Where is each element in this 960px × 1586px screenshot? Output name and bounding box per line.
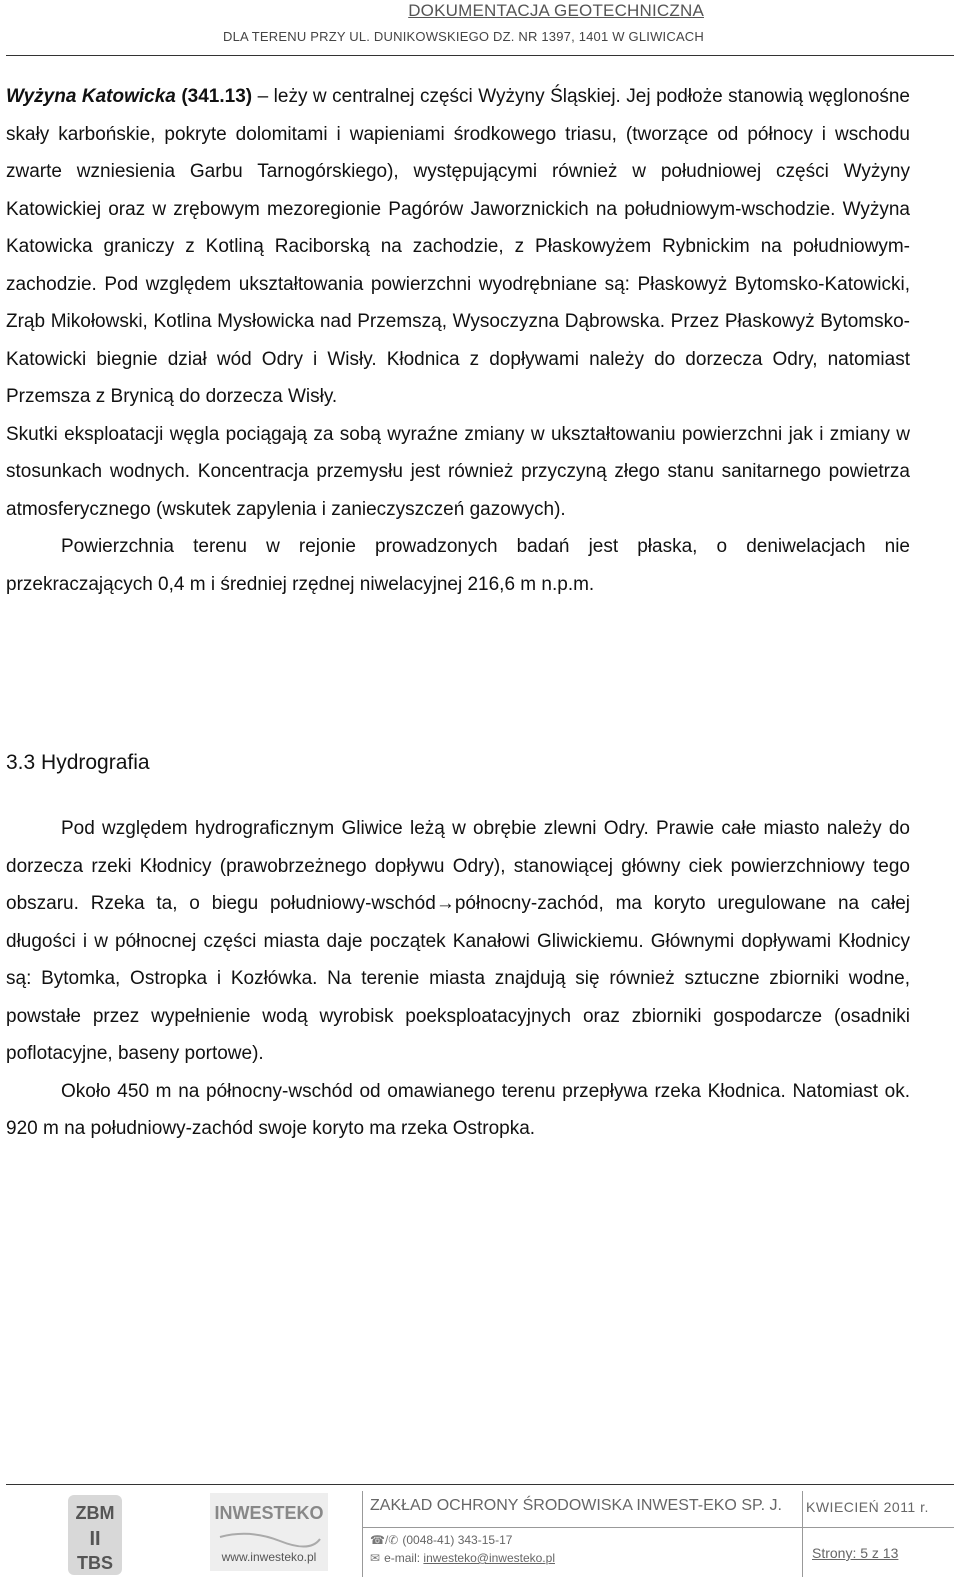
paragraph-text: – leży w centralnej części Wyżyny Śląskiej. Jej podłoże stanowią węglonośne skały karbońskie, pokryte dolomitami i wapieniami środkowego triasu, (tworzące od północy i wschodu zwarte wzniesienia Garbu Tarnogórskiego), występującymi również w południowej części Wyżyny Katowickiej oraz w zrębowym mezoregionie Pagórów Jaworznickich na południowym-wschodzie. Wyżyna Katowicka graniczy z Kotliną Raciborską na zachodzie, z Płaskowyżem Rybnickim na południowym-zachodzie. Pod względem ukształtowania powierzchni wyodrębniane są: Płaskowyż Bytomsko-Katowicki, Zrąb Mikołowski, Kotlina Mysłowicka nad Przemszą, Wysoczyzna Dąbrowska. Przez Płaskowyż Bytomsko-Katowicki biegnie dział wód Odry i Wisły. Kłodnica z dopływami należy do dorzecza Odry, natomiast Przemsza z Brynicą do dorzecza Wisły. — [6, 86, 910, 407]
page-header — [0, 0, 960, 46]
inwesteko-logo — [210, 1493, 328, 1571]
footer-divider — [802, 1491, 803, 1577]
email-link[interactable]: inwesteko@inwesteko.pl — [423, 1551, 555, 1565]
paragraph-hydro-1: Pod względem hydrograficznym Gliwice leżą w obrębie zlewni Odry. Prawie całe miasto należy do dorzecza rzeki Kłodnicy (prawobrzeżnego dopływu Odry), stanowiącej główny ciek powierzchniowy tego obszaru. Rzeka ta, o biegu południowy-wschód→północny-zachód, ma koryto uregulowane na całej długości i w północnej części miasta daje początek Kanałowi Gliwickiemu. Głównymi dopływami Kłodnicy są: Bytomka, Ostropka i Kozłówka. Na terenie miasta znajdują się również sztuczne zbiorniki wodne, powstałe przez wypełnienie wodą wyrobisk poeksploatacyjnych oraz zbiorniki gospodarcze (osadniki poflotacyjne, baseny portowe). — [6, 818, 910, 1064]
zbm-tbs-logo — [54, 1493, 136, 1577]
region-name: Wyżyna Katowicka — [6, 86, 176, 107]
contact-email: ✉ e-mail: inwesteko@inwesteko.pl — [370, 1551, 555, 1565]
svg-text:INWESTEKO: INWESTEKO — [214, 1503, 324, 1523]
paragraph-wyzyna — [6, 78, 910, 416]
footer-divider — [362, 1491, 363, 1577]
main-content — [6, 78, 910, 603]
hydrography-content — [6, 810, 910, 1148]
page-count: Strony: 5 z 13 — [812, 1545, 899, 1561]
page-footer — [6, 1484, 954, 1581]
paragraph-hydro-2: Około 450 m na północny-wschód od omawianego terenu przepływa rzeka Kłodnica. Natomiast ok. 920 m na południowy-zachód swoje koryto ma rzeka Ostropka. — [6, 1080, 910, 1139]
envelope-icon: ✉ — [370, 1551, 381, 1565]
region-code: (341.13) — [181, 86, 253, 107]
company-name: ZAKŁAD OCHRONY ŚRODOWISKA INWEST-EKO SP. J. — [370, 1497, 782, 1514]
document-title: DOKUMENTACJA GEOTECHNICZNA — [408, 1, 704, 20]
document-subtitle: DLA TERENU PRZY UL. DUNIKOWSKIEGO DZ. NR 1397, 1401 W GLIWICACH — [223, 29, 704, 44]
section-heading: 3.3 Hydrografia — [6, 751, 150, 774]
document-date: KWIECIEŃ 2011 r. — [806, 1499, 929, 1515]
paragraph-skutki: Skutki eksploatacji węgla pociągają za sobą wyraźne zmiany w ukształtowaniu powierzchni jak i zmiany w stosunkach wodnych. Koncentracja przemysłu jest również przyczyną złego stanu sanitarnego powietrza atmosferycznego (wskutek zapylenia i zanieczyszczeń gazowych). — [6, 423, 910, 520]
paragraph-powierzchnia: Powierzchnia terenu w rejonie prowadzonych badań jest płaska, o deniwelacjach nie przekraczających 0,4 m i średniej rzędnej niwelacyjnej 216,6 m n.p.m. — [6, 536, 910, 595]
footer-divider — [362, 1527, 954, 1528]
contact-phone: ☎/✆ (0048-41) 343-15-17 — [370, 1533, 513, 1547]
svg-text:ZBM: ZBM — [75, 1503, 115, 1523]
svg-text:www.inwesteko.pl: www.inwesteko.pl — [221, 1550, 317, 1564]
svg-text:II: II — [89, 1528, 101, 1550]
svg-text:TBS: TBS — [77, 1553, 113, 1573]
phone-icon: ☎/✆ — [370, 1533, 399, 1547]
header-divider — [6, 55, 954, 56]
